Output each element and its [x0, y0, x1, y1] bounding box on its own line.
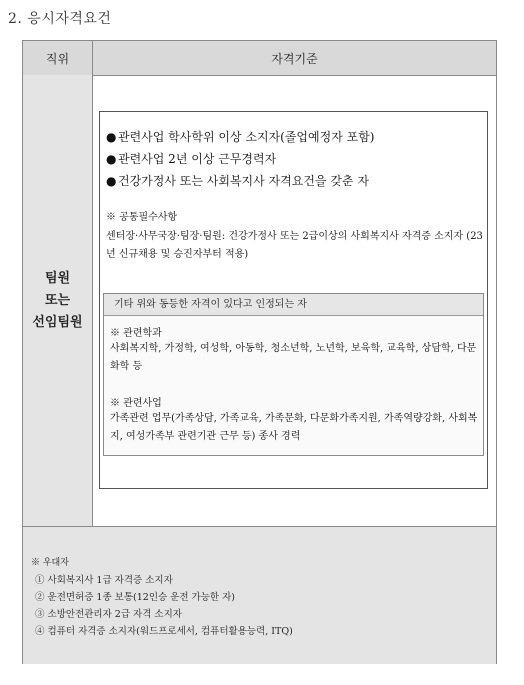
related-dept-text: 사회복지학, 가정학, 여성학, 아동학, 청소년학, 노년학, 보육학, 교육학, 상담학, 다문화학 등: [110, 343, 477, 372]
bullet-icon: ●: [106, 130, 117, 144]
list-item: ● 건강가정사 또는 사회복지사 자격요건을 갖춘 자: [106, 170, 374, 192]
position-line: 팀원: [44, 270, 71, 286]
related-business-title: ※ 관련사업: [110, 398, 162, 409]
criteria-column-header: 자격기준: [271, 51, 318, 66]
list-item: ④ 컴퓨터 자격증 소지자(워드프로세서, 컴퓨터활용능력, ITQ): [35, 626, 293, 637]
criteria-box: [99, 111, 488, 489]
bullet-icon: ●: [106, 174, 117, 188]
criteria-cell: [93, 75, 496, 526]
criteria-bullet-list: [106, 126, 374, 192]
bullet-icon: ●: [106, 152, 117, 166]
section-heading: 2. 응시자격요건: [8, 11, 112, 27]
preference-cell: [23, 526, 496, 664]
equivalent-qualification-header: 기타 위와 동등한 자격이 있다고 인정되는 자: [104, 294, 483, 316]
list-item: ① 사회복지사 1급 자격증 소지자: [35, 575, 173, 586]
common-requirement-title: ※ 공통필수사항: [106, 212, 178, 223]
common-requirement-text: 센터장·사무국장·팀장·팀원: 건강가정사 또는 2급이상의 사회복지사 자격증 소지자 (23년 신규채용 및 승진자부터 적용): [106, 231, 483, 260]
position-line: 또는: [44, 292, 71, 308]
list-item: ② 운전면허증 1종 보통(12인승 운전 가능한 자): [35, 592, 235, 603]
position-cell: [23, 75, 93, 526]
preference-title: ※ 우대자: [31, 558, 69, 568]
preference-list: [35, 572, 293, 640]
table-header-row: [23, 41, 496, 76]
related-dept-title: ※ 관련학과: [110, 328, 162, 339]
qualification-table: [22, 40, 497, 664]
equivalent-qualification-box: [103, 293, 484, 456]
related-business-text: 가족관련 업무(가족상담, 가족교육, 가족문화, 다문화가족지원, 가족역량강화, 사회복지, 여성가족부 관련기관 근무 등) 종사 경력: [110, 413, 478, 442]
list-item: ③ 소방안전관리자 2급 자격 소지자: [35, 609, 182, 620]
position-line: 선임팀원: [32, 314, 83, 330]
position-column-header: 직위: [23, 41, 93, 75]
list-item: ● 관련사업 학사학위 이상 소지자(졸업예정자 포함): [106, 126, 374, 148]
list-item: ● 관련사업 2년 이상 근무경력자: [106, 148, 374, 170]
